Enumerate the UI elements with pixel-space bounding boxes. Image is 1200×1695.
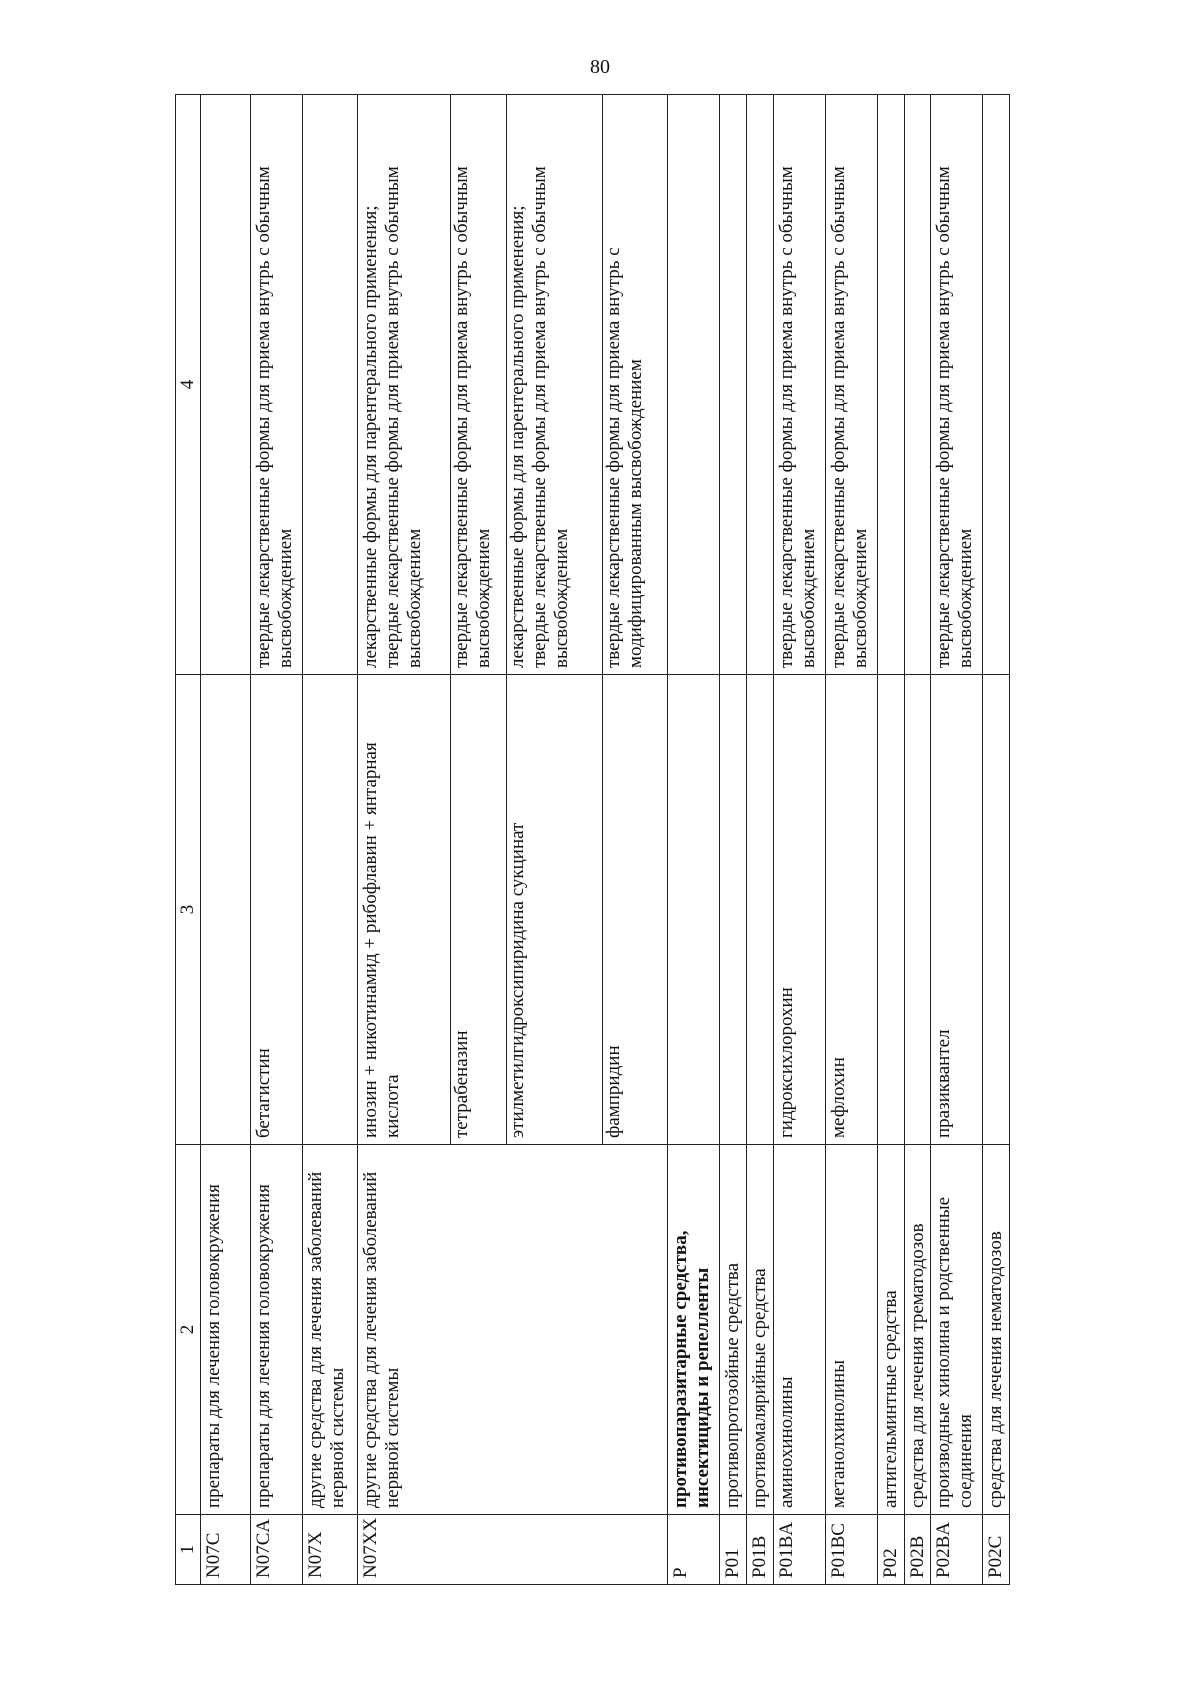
drug-name-cell	[201, 675, 251, 1145]
drug-name-cell: празиквантел	[931, 675, 983, 1145]
drug-name-cell	[746, 675, 773, 1145]
table-row	[904, 95, 931, 1585]
column-header: 2	[176, 1145, 201, 1515]
group-name-cell: другие средства для лечения заболеваний нервной системы	[303, 1145, 358, 1515]
drug-name-cell	[303, 675, 358, 1145]
dosage-form-cell: твердые лекарственные формы для приема внутрь с обычным высвобождением	[773, 95, 825, 675]
drug-name-cell	[904, 675, 931, 1145]
table-row	[201, 95, 251, 1585]
table-row	[668, 95, 720, 1585]
group-name-cell: антигельминтные средства	[877, 1145, 904, 1515]
dosage-form-line: лекарственные формы для парентерального применения;	[507, 205, 528, 668]
atc-code-cell: P01B	[746, 1515, 773, 1585]
group-name-cell: аминохинолины	[773, 1145, 825, 1515]
group-name-cell: противопротозойные средства	[720, 1145, 747, 1515]
dosage-form-line: твердые лекарственные формы для приема внутрь с обычным высвобождением	[381, 166, 425, 668]
page-number: 80	[590, 56, 610, 78]
atc-code-cell: P02C	[983, 1515, 1010, 1585]
header-row	[176, 95, 201, 1585]
atc-code-cell: P01BA	[773, 1515, 825, 1585]
dosage-form-cell	[877, 95, 904, 675]
column-header: 4	[176, 95, 201, 675]
table-row	[720, 95, 747, 1585]
dosage-form-cell	[904, 95, 931, 675]
table-row	[358, 95, 668, 1585]
group-name-cell: средства для лечения трематодозов	[904, 1145, 931, 1515]
atc-code-cell: P	[668, 1515, 720, 1585]
group-name-cell: противомалярийные средства	[746, 1145, 773, 1515]
table-row	[877, 95, 904, 1585]
column-header: 1	[176, 1515, 201, 1585]
atc-code-cell: N07C	[201, 1515, 251, 1585]
dosage-form	[450, 95, 506, 674]
dosage-form-line: твердые лекарственные формы для приема внутрь с модифицированным высвобождением	[603, 247, 646, 668]
dosage-form-line: лекарственные формы для парентерального применения;	[360, 205, 381, 668]
atc-code-cell: N07XX	[358, 1515, 668, 1585]
table-row	[746, 95, 773, 1585]
dosage-form	[360, 95, 450, 674]
dosage-form-cell: твердые лекарственные формы для приема внутрь с обычным высвобождением	[251, 95, 303, 675]
drug-name-cell	[668, 675, 720, 1145]
table-row	[251, 95, 303, 1585]
group-name-cell: средства для лечения нематодозов	[983, 1145, 1010, 1515]
dosage-form-cell: твердые лекарственные формы для приема внутрь с обычным высвобождением	[931, 95, 983, 675]
group-name-cell: другие средства для лечения заболеваний нервной системы	[358, 1145, 668, 1515]
drug-name-cell	[358, 675, 668, 1145]
dosage-form	[602, 95, 659, 674]
column-header: 3	[176, 675, 201, 1145]
atc-code-cell: N07CA	[251, 1515, 303, 1585]
group-name-cell: препараты для лечения головокружения	[201, 1145, 251, 1515]
group-name-cell: противопаразитарные средства, инсектициды и репелленты	[668, 1145, 720, 1515]
table-row	[931, 95, 983, 1585]
rotated-table-container	[175, 95, 1080, 1585]
drug-name-cell	[720, 675, 747, 1145]
atc-code-cell: P02BA	[931, 1515, 983, 1585]
dosage-form-cell	[358, 95, 668, 675]
dosage-form	[506, 95, 602, 674]
dosage-form-cell	[746, 95, 773, 675]
atc-code-cell: P01BC	[825, 1515, 877, 1585]
group-name-cell: метанолхинолины	[825, 1145, 877, 1515]
drug-name-cell	[877, 675, 904, 1145]
drug-name-cell: гидроксихлорохин	[773, 675, 825, 1145]
dosage-form-cell	[303, 95, 358, 675]
drug-table	[175, 94, 1010, 1585]
drug-name-cell: мефлохин	[825, 675, 877, 1145]
drug-name: этилметилгидроксипиридина сукцинат	[506, 675, 602, 1144]
drug-name: инозин + никотинамид + рибофлавин + янтарная кислота	[360, 742, 403, 1138]
table-row	[983, 95, 1010, 1585]
drug-name: тетрабеназин	[450, 675, 506, 1144]
table-row	[825, 95, 877, 1585]
group-name-cell: препараты для лечения головокружения	[251, 1145, 303, 1515]
atc-code-cell: N07X	[303, 1515, 358, 1585]
atc-code-cell: P01	[720, 1515, 747, 1585]
dosage-form-cell: твердые лекарственные формы для приема внутрь с обычным высвобождением	[825, 95, 877, 675]
drug-name-cell: бетагистин	[251, 675, 303, 1145]
dosage-form-cell	[201, 95, 251, 675]
dosage-form-cell	[668, 95, 720, 675]
dosage-form-cell	[720, 95, 747, 675]
atc-code-cell: P02	[877, 1515, 904, 1585]
rotated-table-wrapper	[175, 95, 1200, 1578]
dosage-form-line: твердые лекарственные формы для приема внутрь с обычным высвобождением	[528, 166, 572, 668]
table-row	[303, 95, 358, 1585]
group-name-cell: производные хинолина и родственные соединения	[931, 1145, 983, 1515]
atc-code-cell: P02B	[904, 1515, 931, 1585]
drug-name: фампридин	[602, 675, 659, 1144]
dosage-form-cell	[983, 95, 1010, 675]
table-row	[773, 95, 825, 1585]
drug-name-cell	[983, 675, 1010, 1145]
table-body	[201, 95, 1010, 1585]
dosage-form-line: твердые лекарственные формы для приема внутрь с обычным высвобождением	[451, 166, 494, 668]
